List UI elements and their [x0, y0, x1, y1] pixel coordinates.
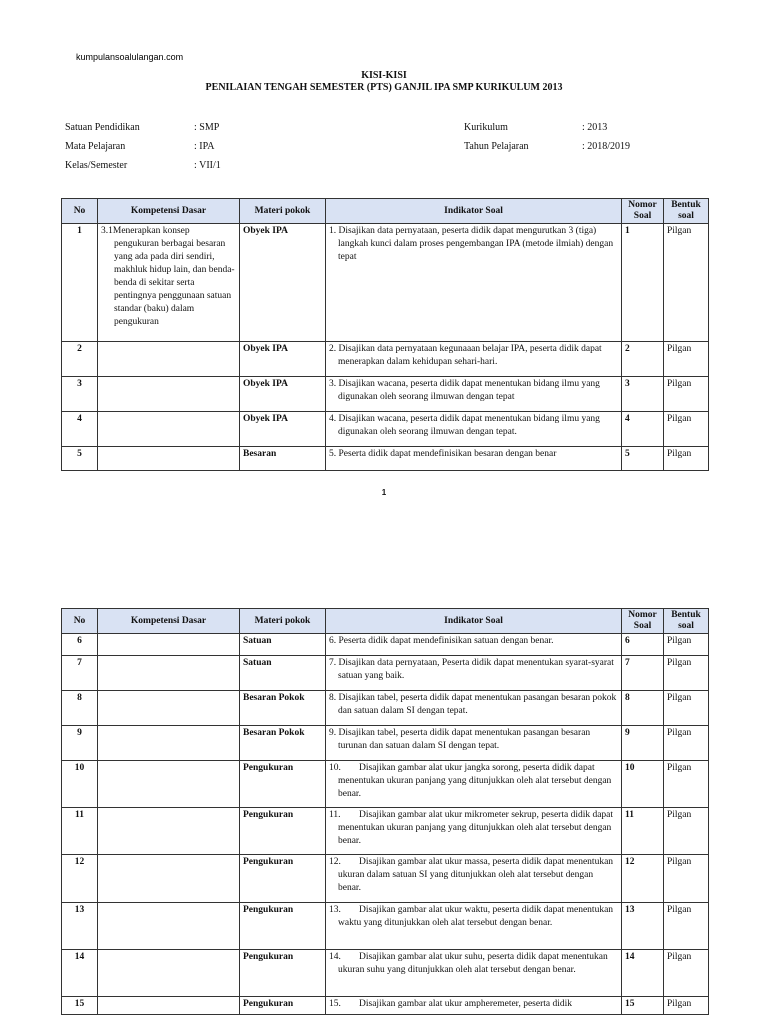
cell-indikator-body: Disajikan gambar alat ukur suhu, peserta didik dapat menentukan ukuran suhu yang ditunjukkan oleh alat tersebut dengan benar.	[338, 952, 608, 975]
cell-nomor: 6	[622, 634, 664, 656]
meta-tahun-label: Tahun Pelajaran	[464, 141, 529, 152]
cell-nomor: 12	[622, 855, 664, 903]
cell-nomor: 15	[622, 997, 664, 1015]
cell-materi: Pengukuran	[240, 855, 326, 903]
page-number: 1	[381, 488, 387, 497]
meta-kurikulum-value: : 2013	[582, 122, 608, 133]
cell-kd	[98, 412, 240, 447]
cell-bentuk: Pilgan	[664, 224, 709, 342]
cell-indikator-number: 13.	[329, 905, 341, 915]
cell-indikator	[326, 761, 622, 808]
cell-bentuk: Pilgan	[664, 634, 709, 656]
cell-indikator-body: Disajikan gambar alat ukur jangka sorong, peserta didik dapat menentukan ukuran panjang yang ditunjukkan oleh alat tersebut dengan benar.	[338, 763, 612, 799]
cell-kd	[98, 377, 240, 412]
cell-indikator-body: Disajikan gambar alat ukur mikrometer sekrup, peserta didik dapat menentukan ukuran panjang yang ditunjukkan oleh alat tersebut dengan benar.	[338, 810, 614, 846]
cell-indikator-text: 7. Disajikan data pernyataan, Peserta didik dapat menentukan syarat-syarat satuan yang baik.	[329, 658, 614, 681]
table-row	[62, 447, 709, 471]
cell-bentuk: Pilgan	[664, 855, 709, 903]
cell-kd	[98, 342, 240, 377]
cell-materi: Obyek IPA	[240, 224, 326, 342]
table-row	[62, 224, 709, 342]
cell-bentuk: Pilgan	[664, 761, 709, 808]
table-header-row	[62, 199, 709, 224]
table-row	[62, 634, 709, 656]
cell-no: 6	[62, 634, 98, 656]
cell-materi: Pengukuran	[240, 903, 326, 950]
cell-indikator-number: 15.	[329, 999, 341, 1009]
cell-indikator-body: Disajikan gambar alat ukur ampheremeter, peserta didik	[359, 999, 573, 1009]
cell-kd	[98, 447, 240, 471]
kisi-table-page2	[61, 608, 709, 1015]
header-nomor-line1: Nomor	[628, 610, 657, 620]
cell-no: 1	[62, 224, 98, 342]
cell-materi: Besaran Pokok	[240, 726, 326, 761]
cell-indikator-number: 10.	[329, 763, 341, 773]
cell-indikator-text	[329, 998, 618, 1011]
cell-indikator-number: 11.	[329, 810, 341, 820]
cell-nomor: 8	[622, 691, 664, 726]
cell-no: 13	[62, 903, 98, 950]
cell-indikator-text	[329, 762, 618, 801]
table-row	[62, 691, 709, 726]
cell-nomor: 14	[622, 950, 664, 997]
cell-indikator	[326, 808, 622, 855]
cell-materi: Besaran	[240, 447, 326, 471]
cell-kd	[98, 997, 240, 1015]
cell-kd	[98, 726, 240, 761]
table-row	[62, 997, 709, 1015]
table-row	[62, 656, 709, 691]
header-bentuk	[664, 609, 709, 634]
cell-bentuk: Pilgan	[664, 808, 709, 855]
table-row	[62, 761, 709, 808]
cell-no: 7	[62, 656, 98, 691]
cell-nomor: 11	[622, 808, 664, 855]
cell-materi: Pengukuran	[240, 761, 326, 808]
cell-materi: Obyek IPA	[240, 377, 326, 412]
cell-indikator	[326, 691, 622, 726]
cell-indikator	[326, 224, 622, 342]
cell-nomor: 3	[622, 377, 664, 412]
cell-bentuk: Pilgan	[664, 377, 709, 412]
cell-kd	[98, 950, 240, 997]
header-indikator: Indikator Soal	[326, 609, 622, 634]
header-bentuk-line1: Bentuk	[671, 200, 701, 210]
cell-nomor: 5	[622, 447, 664, 471]
table-row	[62, 377, 709, 412]
cell-kd	[98, 855, 240, 903]
cell-bentuk: Pilgan	[664, 903, 709, 950]
meta-satuan-value: : SMP	[194, 122, 220, 133]
cell-indikator-body: Disajikan gambar alat ukur waktu, peserta didik dapat menentukan waktu yang ditunjukkan oleh alat tersebut dengan benar.	[338, 905, 614, 928]
meta-satuan-label: Satuan Pendidikan	[65, 122, 140, 133]
cell-indikator	[326, 950, 622, 997]
meta-mapel-label: Mata Pelajaran	[65, 141, 126, 152]
meta-tahun-value: : 2018/2019	[582, 141, 631, 152]
cell-indikator-text	[329, 904, 618, 930]
cell-no: 10	[62, 761, 98, 808]
cell-indikator	[326, 412, 622, 447]
cell-kd	[98, 634, 240, 656]
cell-nomor: 7	[622, 656, 664, 691]
cell-indikator-text: 1. Disajikan data pernyataan, peserta didik dapat mengurutkan 3 (tiga) langkah kunci dalam proses pengembangan IPA (metode ilmiah) dengan tepat	[329, 226, 614, 262]
cell-materi: Obyek IPA	[240, 412, 326, 447]
cell-indikator	[326, 903, 622, 950]
site-watermark: kumpulansoalulangan.com	[76, 52, 184, 62]
doc-title: KISI-KISI	[361, 70, 407, 81]
cell-bentuk: Pilgan	[664, 997, 709, 1015]
header-bentuk-line2: soal	[678, 621, 694, 631]
cell-bentuk: Pilgan	[664, 726, 709, 761]
cell-indikator-text: 8. Disajikan tabel, peserta didik dapat menentukan pasangan besaran pokok dan satuan dalam SI dengan tepat.	[329, 693, 617, 716]
cell-no: 8	[62, 691, 98, 726]
cell-materi: Pengukuran	[240, 997, 326, 1015]
cell-indikator-text	[329, 809, 618, 848]
meta-mapel-value: : IPA	[194, 141, 215, 152]
cell-indikator	[326, 377, 622, 412]
cell-indikator-text: 9. Disajikan tabel, peserta didik dapat menentukan pasangan besaran turunan dan satuan dalam SI dengan tepat.	[329, 728, 591, 751]
cell-indikator	[326, 342, 622, 377]
cell-materi: Satuan	[240, 634, 326, 656]
cell-no: 9	[62, 726, 98, 761]
cell-materi: Pengukuran	[240, 950, 326, 997]
header-nomor-line2: Soal	[633, 621, 652, 631]
cell-indikator-text: 3. Disajikan wacana, peserta didik dapat menentukan bidang ilmu yang digunakan oleh seorang ilmuwan dengan tepat	[329, 379, 600, 402]
header-no: No	[62, 199, 98, 224]
cell-indikator-text	[329, 856, 618, 895]
table-header-row	[62, 609, 709, 634]
cell-indikator	[326, 656, 622, 691]
cell-kd	[98, 761, 240, 808]
kisi-table-page1	[61, 198, 709, 471]
cell-no: 11	[62, 808, 98, 855]
doc-subtitle: PENILAIAN TENGAH SEMESTER (PTS) GANJIL IPA SMP KURIKULUM 2013	[205, 82, 563, 93]
header-nomor	[622, 609, 664, 634]
header-nomor	[622, 199, 664, 224]
cell-no: 2	[62, 342, 98, 377]
cell-indikator	[326, 855, 622, 903]
header-kd: Kompetensi Dasar	[98, 199, 240, 224]
cell-bentuk: Pilgan	[664, 447, 709, 471]
header-indikator: Indikator Soal	[326, 199, 622, 224]
cell-indikator	[326, 726, 622, 761]
cell-bentuk: Pilgan	[664, 412, 709, 447]
table-row	[62, 950, 709, 997]
cell-nomor: 4	[622, 412, 664, 447]
cell-kd	[98, 903, 240, 950]
meta-kelas-label: Kelas/Semester	[65, 160, 128, 171]
cell-materi: Obyek IPA	[240, 342, 326, 377]
cell-no: 3	[62, 377, 98, 412]
cell-nomor: 9	[622, 726, 664, 761]
cell-indikator-number: 12.	[329, 857, 341, 867]
cell-materi: Pengukuran	[240, 808, 326, 855]
cell-indikator	[326, 634, 622, 656]
cell-no: 4	[62, 412, 98, 447]
cell-nomor: 10	[622, 761, 664, 808]
cell-bentuk: Pilgan	[664, 950, 709, 997]
cell-indikator	[326, 447, 622, 471]
header-nomor-line2: Soal	[633, 211, 652, 221]
header-bentuk	[664, 199, 709, 224]
cell-no: 12	[62, 855, 98, 903]
cell-indikator-number: 14.	[329, 952, 341, 962]
cell-no: 15	[62, 997, 98, 1015]
table-row	[62, 726, 709, 761]
cell-materi: Satuan	[240, 656, 326, 691]
cell-nomor: 2	[622, 342, 664, 377]
cell-bentuk: Pilgan	[664, 342, 709, 377]
cell-kd	[98, 656, 240, 691]
cell-no: 5	[62, 447, 98, 471]
cell-bentuk: Pilgan	[664, 691, 709, 726]
cell-bentuk: Pilgan	[664, 656, 709, 691]
cell-indikator-text	[329, 951, 618, 977]
table-row	[62, 903, 709, 950]
cell-indikator-text: 4. Disajikan wacana, peserta didik dapat menentukan bidang ilmu yang digunakan oleh seorang ilmuwan dengan tepat.	[329, 414, 600, 437]
meta-kelas-value: : VII/1	[194, 160, 221, 171]
table-row	[62, 412, 709, 447]
cell-indikator-text: 6. Peserta didik dapat mendefinisikan satuan dengan benar.	[329, 636, 554, 646]
cell-kd	[98, 808, 240, 855]
cell-kd	[98, 224, 240, 342]
header-no: No	[62, 609, 98, 634]
table-row	[62, 808, 709, 855]
cell-indikator-body: Disajikan gambar alat ukur massa, peserta didik dapat menentukan ukuran dalam satuan SI yang ditunjukkan oleh alat tersebut dengan benar.	[338, 857, 614, 893]
table-row	[62, 855, 709, 903]
header-materi: Materi pokok	[240, 199, 326, 224]
cell-kd	[98, 691, 240, 726]
cell-nomor: 1	[622, 224, 664, 342]
header-kd: Kompetensi Dasar	[98, 609, 240, 634]
cell-nomor: 13	[622, 903, 664, 950]
cell-indikator-text: 5. Peserta didik dapat mendefinisikan besaran dengan benar	[329, 449, 557, 459]
cell-indikator	[326, 997, 622, 1015]
header-bentuk-line1: Bentuk	[671, 610, 701, 620]
table-row	[62, 342, 709, 377]
header-bentuk-line2: soal	[678, 211, 694, 221]
cell-no: 14	[62, 950, 98, 997]
header-materi: Materi pokok	[240, 609, 326, 634]
header-nomor-line1: Nomor	[628, 200, 657, 210]
cell-materi: Besaran Pokok	[240, 691, 326, 726]
cell-kd-text: 3.1Menerapkan konsep pengukuran berbagai besaran yang ada pada diri sendiri, makhluk hidup lain, dan benda-benda di sekitar serta pentingnya penggunaan satuan standar (baku) dalam pengukuran	[101, 226, 235, 327]
cell-indikator-text: 2. Disajikan data pernyataan kegunaaan belajar IPA, peserta didik dapat menerapkan dalam kehidupan sehari-hari.	[329, 344, 602, 367]
meta-kurikulum-label: Kurikulum	[464, 122, 508, 133]
